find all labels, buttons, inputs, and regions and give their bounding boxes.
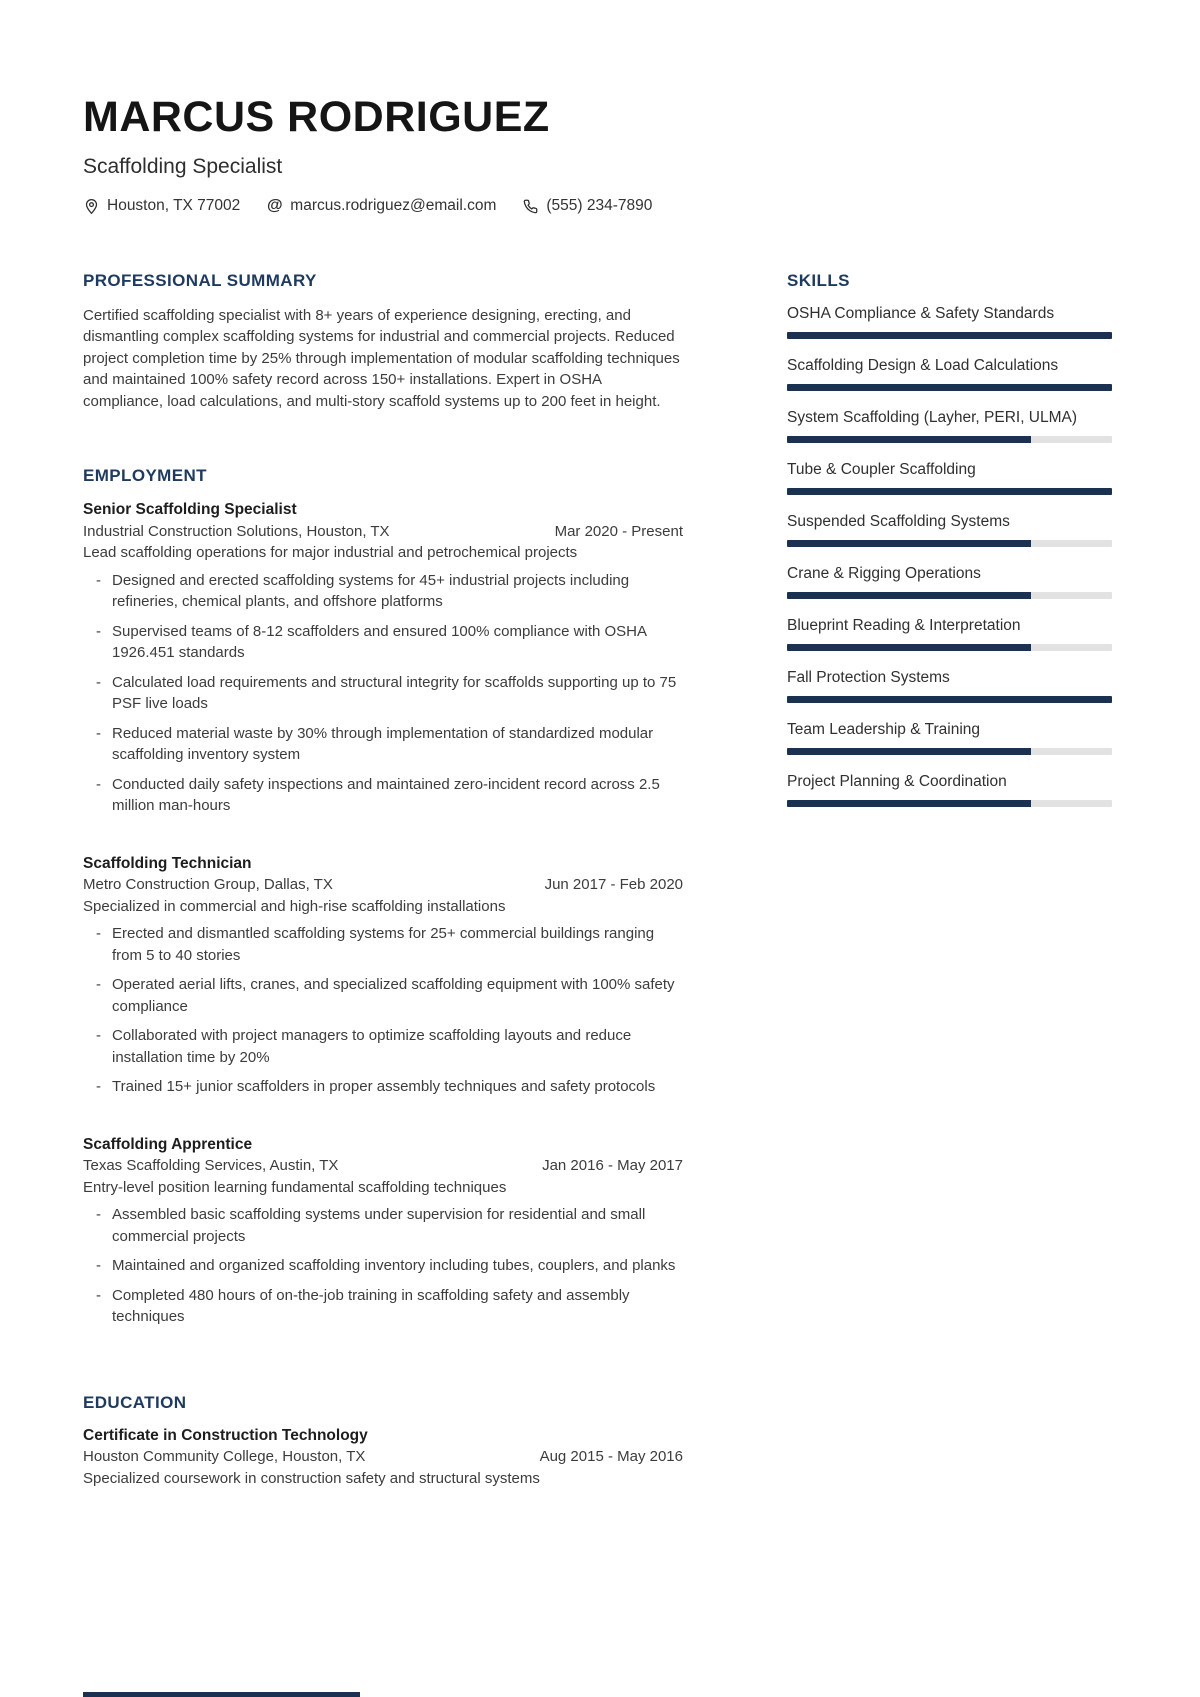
skill-label: Suspended Scaffolding Systems	[787, 512, 1010, 530]
skill-label: Project Planning & Coordination	[787, 772, 1007, 790]
bullet-dash: -	[96, 775, 101, 793]
skill-bar-fill	[787, 384, 1112, 391]
job-bullet	[83, 570, 683, 613]
skill-item	[787, 617, 1112, 651]
skill-item	[787, 669, 1112, 703]
resume-header	[83, 93, 1112, 215]
employment-section	[83, 467, 683, 1327]
bullet-dash: -	[96, 724, 101, 742]
bullet-text: Completed 480 hours of on-the-job training in scaffolding safety and assembly techniques	[112, 1286, 630, 1326]
skill-item	[787, 773, 1112, 807]
contact-phone	[522, 197, 652, 215]
skill-bar-track	[787, 696, 1112, 703]
contact-row	[83, 197, 1112, 215]
skill-item	[787, 409, 1112, 443]
job-bullet	[83, 774, 683, 817]
main-column	[83, 272, 683, 1489]
bullet-dash: -	[96, 1257, 101, 1275]
job-bullet	[83, 1285, 683, 1328]
education-detail: Specialized coursework in construction safety and structural systems	[83, 1469, 540, 1487]
skill-bar-track	[787, 592, 1112, 599]
bullet-text: Conducted daily safety inspections and maintained zero-incident record across 2.5 million man-hours	[112, 775, 660, 815]
skill-label: OSHA Compliance & Safety Standards	[787, 304, 1055, 322]
summary-heading: PROFESSIONAL SUMMARY	[83, 271, 317, 290]
job-title: Scaffolding Apprentice	[83, 1135, 253, 1153]
job-bullet	[83, 672, 683, 715]
contact-phone-text: (555) 234-7890	[546, 197, 653, 214]
job-dates: Mar 2020 - Present	[554, 522, 683, 540]
skill-bar-track	[787, 488, 1112, 495]
phone-icon	[522, 198, 539, 215]
job-bullets	[83, 923, 683, 1098]
contact-email-text: marcus.rodriguez@email.com	[290, 197, 497, 214]
bullet-text: Maintained and organized scaffolding inventory including tubes, couplers, and planks	[112, 1257, 676, 1275]
skills-heading: SKILLS	[787, 271, 850, 290]
skill-label: Crane & Rigging Operations	[787, 564, 981, 582]
education-meta-row	[83, 1446, 683, 1468]
skills-column	[787, 272, 1112, 1489]
job-bullets	[83, 570, 683, 817]
skill-bar-fill	[787, 800, 1031, 807]
job-title: Senior Scaffolding Specialist	[83, 501, 297, 519]
job-lead: Entry-level position learning fundamental scaffolding techniques	[83, 1178, 507, 1196]
page-bottom-partial-bar	[83, 1692, 360, 1697]
skill-bar-fill	[787, 332, 1112, 339]
skill-bar-fill	[787, 748, 1031, 755]
job-company: Industrial Construction Solutions, Houston, TX	[83, 522, 390, 540]
bullet-dash: -	[96, 1027, 101, 1045]
summary-section	[83, 272, 683, 412]
bullet-dash: -	[96, 1286, 101, 1304]
bullet-text: Assembled basic scaffolding systems under supervision for residential and small commercial projects	[112, 1206, 646, 1245]
bullet-dash: -	[96, 1206, 101, 1224]
contact-email	[266, 197, 496, 215]
resume-body	[83, 272, 1112, 1489]
education-heading: EDUCATION	[83, 1392, 187, 1412]
person-name: MARCUS RODRIGUEZ	[83, 93, 550, 141]
skill-bar-fill	[787, 436, 1031, 443]
bullet-text: Reduced material waste by 30% through implementation of standardized modular scaffolding inventory system	[112, 724, 654, 764]
education-degree: Certificate in Construction Technology	[83, 1426, 368, 1444]
job-lead: Specialized in commercial and high-rise scaffolding installations	[83, 897, 506, 915]
bullet-text: Designed and erected scaffolding systems for 45+ industrial projects including refineries, chemical plants, and offshore platforms	[112, 571, 630, 611]
job-entry	[83, 853, 683, 1098]
contact-location	[83, 197, 240, 215]
education-section	[83, 1394, 683, 1489]
job-bullet	[83, 1025, 683, 1068]
job-dates: Jun 2017 - Feb 2020	[544, 876, 683, 894]
job-bullets	[83, 1204, 683, 1328]
skill-label: Tube & Coupler Scaffolding	[787, 460, 976, 478]
bullet-text: Calculated load requirements and structural integrity for scaffolds supporting up to 75 PSF live loads	[112, 673, 677, 713]
bullet-dash: -	[96, 622, 101, 640]
job-dates: Jan 2016 - May 2017	[542, 1157, 683, 1175]
job-bullet	[83, 923, 683, 966]
summary-text: Certified scaffolding specialist with 8+ years of experience designing, erecting, and dismantling complex scaffolding systems for industrial and commercial projects. Reduced project completion time by 25% through implementation of modular scaffolding techniques and maintained 100% safety record across 150+ installations. Expert in OSHA compliance, load calculations, and multi-story scaffold systems up to 200 feet in height.	[83, 306, 680, 410]
skill-label: System Scaffolding (Layher, PERI, ULMA)	[787, 408, 1078, 426]
person-job-title: Scaffolding Specialist	[83, 155, 283, 178]
skill-bar-fill	[787, 644, 1031, 651]
job-bullet	[83, 723, 683, 766]
skill-item	[787, 305, 1112, 339]
skill-bar-fill	[787, 540, 1031, 547]
job-company: Metro Construction Group, Dallas, TX	[83, 876, 333, 894]
job-bullet	[83, 621, 683, 664]
bullet-dash: -	[96, 571, 101, 589]
bullet-text: Operated aerial lifts, cranes, and specialized scaffolding equipment with 100% safety compliance	[112, 976, 675, 1015]
job-company: Texas Scaffolding Services, Austin, TX	[83, 1157, 339, 1175]
skill-bar-track	[787, 540, 1112, 547]
job-meta-row	[83, 1155, 683, 1177]
jobs-container	[83, 499, 683, 1328]
job-lead: Lead scaffolding operations for major industrial and petrochemical projects	[83, 544, 578, 562]
job-bullet	[83, 1255, 683, 1277]
skill-item	[787, 565, 1112, 599]
location-pin-icon	[83, 198, 100, 215]
skill-label: Fall Protection Systems	[787, 668, 950, 686]
skills-list	[787, 305, 1112, 807]
skill-bar-track	[787, 436, 1112, 443]
job-bullet	[83, 1204, 683, 1247]
bullet-text: Erected and dismantled scaffolding systems for 25+ commercial buildings ranging from 5 to 40 stories	[112, 925, 655, 964]
bullet-dash: -	[96, 976, 101, 994]
skill-bar-track	[787, 644, 1112, 651]
bullet-dash: -	[96, 673, 101, 691]
skill-bar-track	[787, 332, 1112, 339]
job-title: Scaffolding Technician	[83, 854, 252, 872]
skill-bar-track	[787, 748, 1112, 755]
job-meta-row	[83, 521, 683, 543]
bullet-dash: -	[96, 1078, 101, 1096]
bullet-text: Supervised teams of 8-12 scaffolders and ensured 100% compliance with OSHA 1926.451 standards	[112, 622, 647, 662]
skill-bar-track	[787, 800, 1112, 807]
skill-bar-fill	[787, 488, 1112, 495]
skill-item	[787, 461, 1112, 495]
skill-bar-track	[787, 384, 1112, 391]
skill-label: Team Leadership & Training	[787, 720, 981, 738]
job-bullet	[83, 1076, 683, 1098]
skill-item	[787, 357, 1112, 391]
skill-item	[787, 513, 1112, 547]
education-dates: Aug 2015 - May 2016	[539, 1448, 683, 1466]
job-entry	[83, 499, 683, 817]
contact-location-text: Houston, TX 77002	[107, 197, 241, 214]
bullet-text: Collaborated with project managers to optimize scaffolding layouts and reduce installation time by 20%	[112, 1027, 632, 1066]
skill-bar-fill	[787, 592, 1031, 599]
skill-bar-fill	[787, 696, 1112, 703]
skill-label: Blueprint Reading & Interpretation	[787, 616, 1021, 634]
education-school: Houston Community College, Houston, TX	[83, 1448, 366, 1466]
skill-item	[787, 721, 1112, 755]
job-meta-row	[83, 874, 683, 896]
employment-heading: EMPLOYMENT	[83, 466, 207, 486]
bullet-dash: -	[96, 925, 101, 943]
at-sign-icon: @	[266, 197, 283, 214]
skill-label: Scaffolding Design & Load Calculations	[787, 356, 1059, 374]
bullet-text: Trained 15+ junior scaffolders in proper assembly techniques and safety protocols	[112, 1078, 656, 1096]
job-entry	[83, 1134, 683, 1328]
job-bullet	[83, 974, 683, 1017]
